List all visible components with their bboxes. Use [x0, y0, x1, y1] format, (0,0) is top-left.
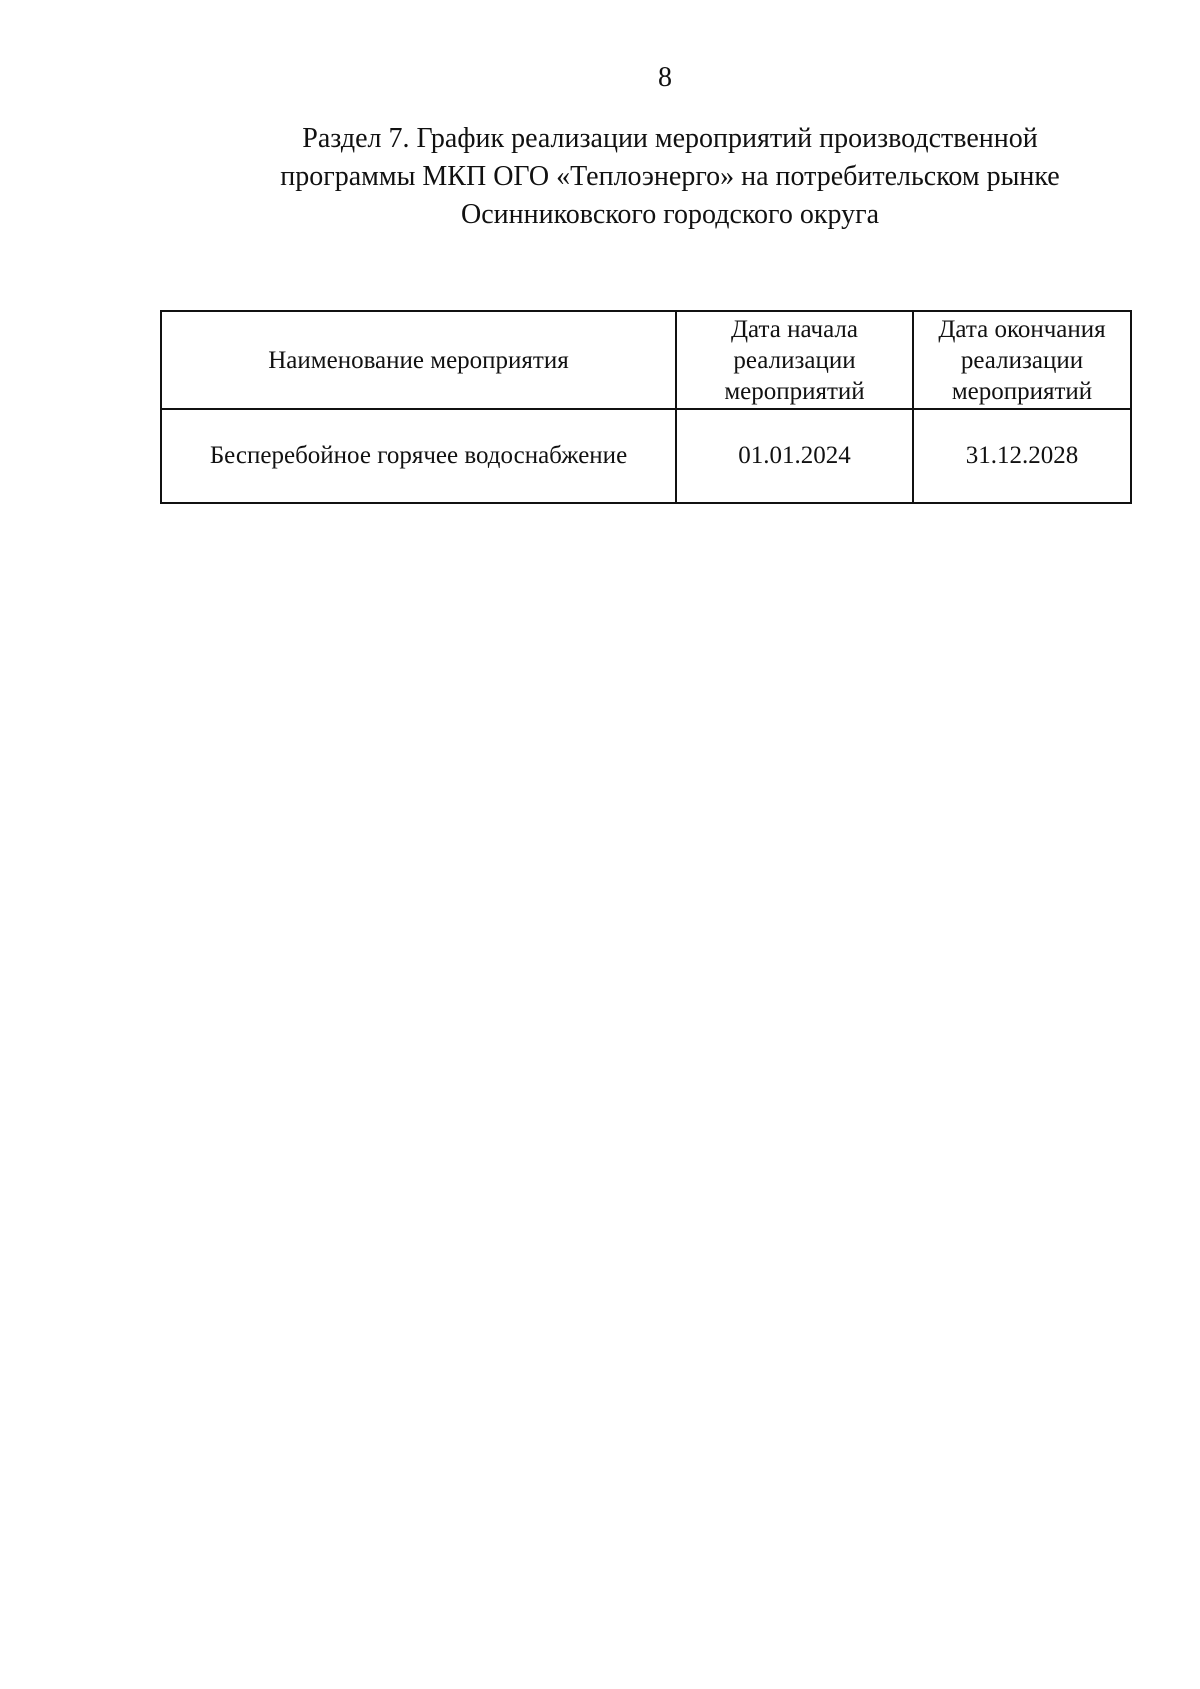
- table-header-row: [161, 311, 1131, 409]
- header-end-date: Дата окончания реализации мероприятий: [913, 311, 1131, 409]
- table-row: [161, 409, 1131, 503]
- schedule-table: [160, 310, 1132, 504]
- cell-event-name: Бесперебойное горячее водоснабжение: [161, 409, 676, 503]
- cell-start-date: 01.01.2024: [676, 409, 913, 503]
- section-title: [200, 120, 1140, 234]
- section-title-line: программы МКП ОГО «Теплоэнерго» на потребительском рынке: [280, 161, 1060, 192]
- section-title-line: Раздел 7. График реализации мероприятий производственной: [302, 123, 1038, 154]
- header-event-name: Наименование мероприятия: [161, 311, 676, 409]
- cell-end-date: 31.12.2028: [913, 409, 1131, 503]
- header-start-date: Дата начала реализации мероприятий: [676, 311, 913, 409]
- section-title-line: Осинниковского городского округа: [461, 199, 879, 230]
- page-number: 8: [658, 62, 672, 93]
